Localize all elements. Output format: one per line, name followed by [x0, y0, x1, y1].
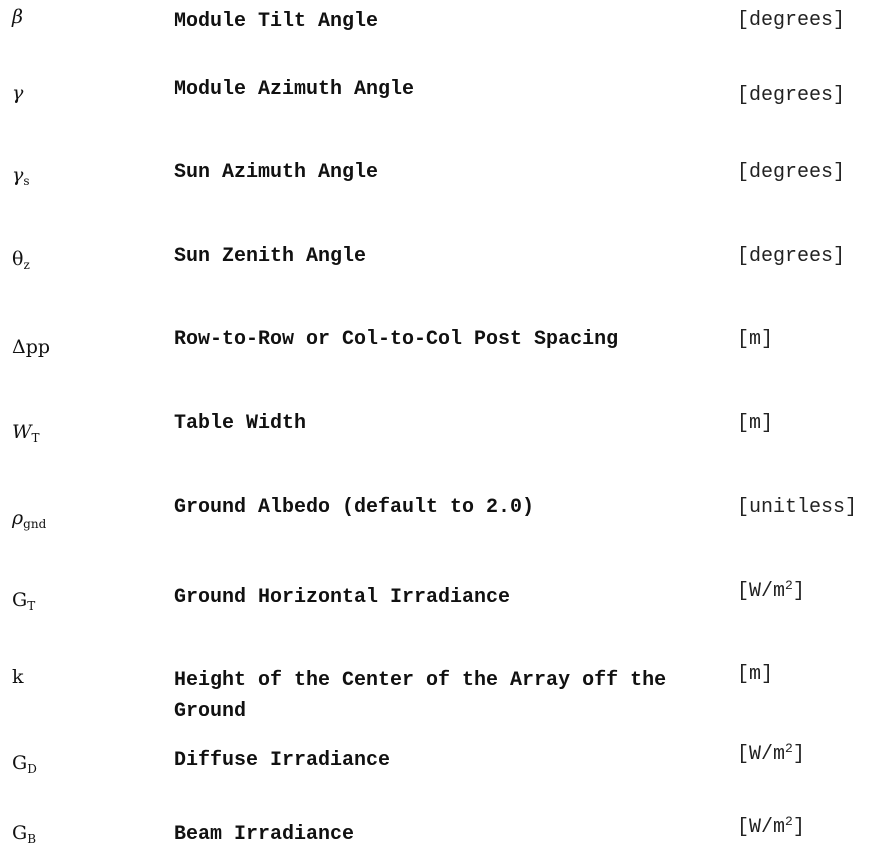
- unit-superscript: 2: [785, 741, 793, 756]
- symbol-base: G: [12, 822, 28, 844]
- description-module-azimuth-angle: Module Azimuth Angle: [174, 78, 415, 101]
- symbol-w-t: [12, 421, 40, 443]
- unit-superscript: 2: [785, 578, 793, 593]
- symbol-base: G: [12, 589, 28, 611]
- symbol-base: ρ: [12, 507, 24, 529]
- symbol-base: β: [12, 6, 23, 28]
- unit-text: [degrees]: [737, 245, 846, 268]
- symbol-g-d: [12, 752, 37, 774]
- unit-close-bracket: ]: [792, 580, 805, 603]
- symbol-rho-gnd: [12, 507, 46, 529]
- unit-text: [W/m: [737, 580, 786, 603]
- symbol-k: [12, 666, 24, 688]
- symbol-theta-z: [12, 248, 30, 270]
- symbol-delta-pp: [12, 336, 50, 358]
- symbol-subscript: T: [27, 599, 36, 613]
- unit-sun-azimuth-angle: [737, 162, 845, 184]
- unit-ground-horizontal-irradiance: [737, 578, 805, 603]
- unit-text: [m]: [737, 412, 774, 435]
- unit-close-bracket: ]: [792, 816, 805, 839]
- unit-text: [m]: [737, 663, 774, 686]
- symbol-base: γ: [12, 164, 24, 186]
- symbol-subscript: B: [27, 832, 37, 846]
- symbol-g-b: [12, 822, 36, 844]
- unit-beam-irradiance: [737, 814, 805, 839]
- description-sun-zenith-angle: Sun Zenith Angle: [174, 245, 367, 268]
- symbol-subscript: D: [27, 762, 37, 776]
- unit-diffuse-irradiance: [737, 741, 805, 766]
- symbol-base: G: [12, 752, 28, 774]
- symbol-subscript: z: [23, 258, 30, 272]
- symbol-subscript: s: [23, 174, 30, 188]
- description-beam-irradiance: Beam Irradiance: [174, 823, 355, 846]
- unit-array-center-height: [737, 664, 773, 686]
- unit-text: [m]: [737, 328, 774, 351]
- unit-table-width: [737, 413, 773, 435]
- description-sun-azimuth-angle: Sun Azimuth Angle: [174, 161, 379, 184]
- symbol-base: W: [12, 421, 32, 443]
- unit-text: [degrees]: [737, 161, 846, 184]
- unit-text: [W/m: [737, 743, 786, 766]
- description-module-tilt-angle: Module Tilt Angle: [174, 10, 379, 33]
- unit-sun-zenith-angle: [737, 246, 845, 268]
- symbol-base: θ: [12, 248, 24, 270]
- description-table-width: Table Width: [174, 412, 307, 435]
- unit-text: [W/m: [737, 816, 786, 839]
- symbol-gamma-s: [12, 164, 30, 186]
- unit-close-bracket: ]: [792, 743, 805, 766]
- unit-ground-albedo: [737, 497, 857, 519]
- description-post-spacing: Row-to-Row or Col-to-Col Post Spacing: [174, 328, 619, 351]
- symbol-subscript: gnd: [23, 517, 47, 531]
- symbol-subscript: T: [31, 431, 40, 445]
- unit-module-tilt-angle: [737, 10, 845, 32]
- symbol-g-t: [12, 589, 35, 611]
- description-array-center-height: Height of the Center of the Array off the Ground: [174, 669, 679, 723]
- unit-text: [unitless]: [737, 496, 858, 519]
- unit-superscript: 2: [785, 814, 793, 829]
- symbol-base: γ: [12, 82, 24, 104]
- symbol-gamma: [12, 82, 23, 104]
- unit-text: [degrees]: [737, 84, 846, 107]
- unit-post-spacing: [737, 329, 773, 351]
- unit-module-azimuth-angle: [737, 85, 845, 107]
- symbol-base: Δpp: [12, 336, 51, 358]
- description-ground-horizontal-irradiance: Ground Horizontal Irradiance: [174, 586, 511, 609]
- symbol-beta: [12, 6, 23, 28]
- description-ground-albedo: Ground Albedo (default to 2.0): [174, 496, 535, 519]
- symbol-base: k: [12, 666, 24, 688]
- description-diffuse-irradiance: Diffuse Irradiance: [174, 749, 391, 772]
- unit-text: [degrees]: [737, 9, 846, 32]
